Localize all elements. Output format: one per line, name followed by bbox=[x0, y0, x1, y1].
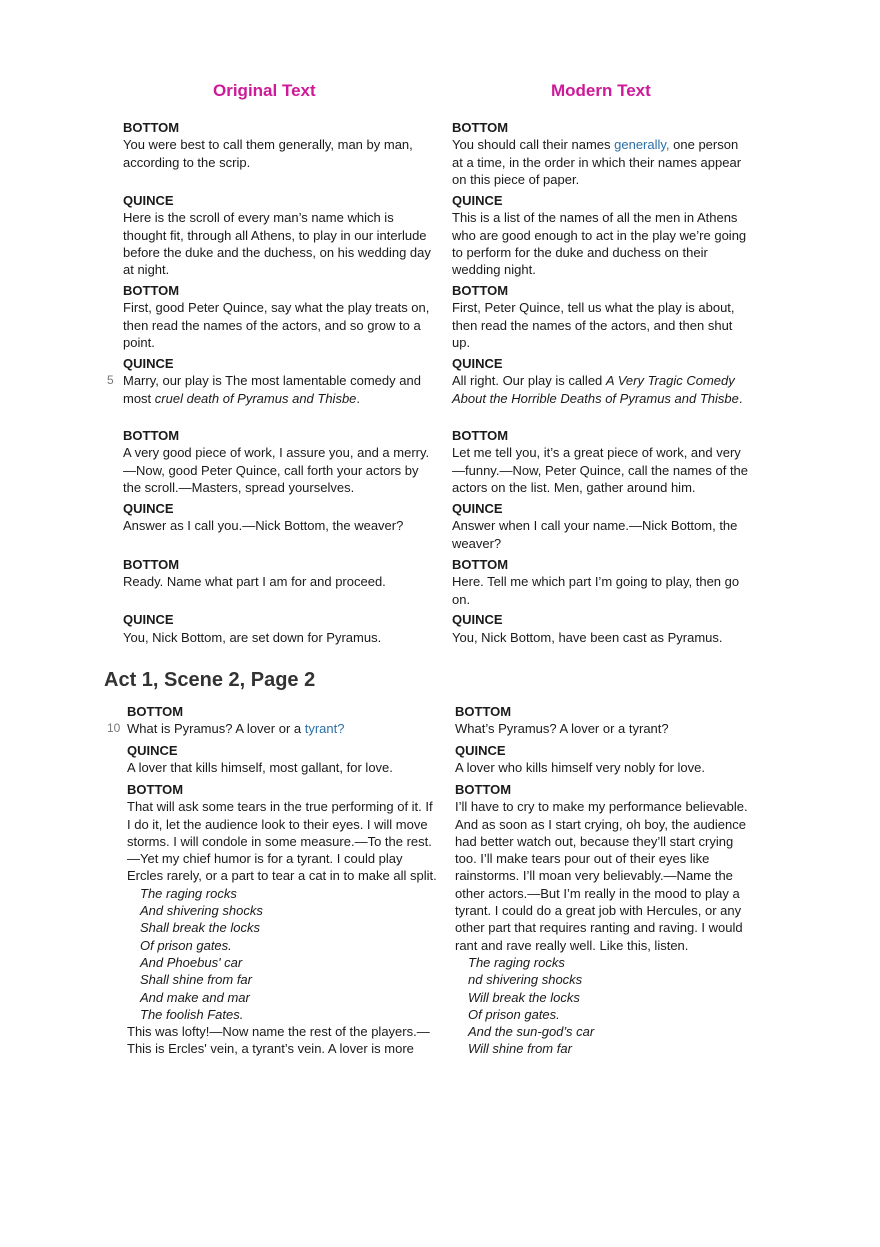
mod-speech bbox=[452, 611, 752, 647]
speaker: QUINCE bbox=[127, 743, 178, 758]
verse-line: And Phoebus' car bbox=[140, 954, 243, 970]
speech-text: A lover who kills himself very nobly for love. bbox=[455, 760, 705, 776]
speech-text: You, Nick Bottom, have been cast as Pyramus. bbox=[452, 630, 723, 646]
speaker: QUINCE bbox=[452, 193, 503, 208]
speaker: QUINCE bbox=[123, 356, 174, 371]
speech-text: You, Nick Bottom, are set down for Pyramus. bbox=[123, 630, 382, 646]
gloss-link[interactable]: generally, bbox=[614, 137, 670, 153]
mod-speech bbox=[452, 119, 752, 188]
verse-line: And the sun-god’s car bbox=[468, 1024, 595, 1040]
verse-line: Shall shine from far bbox=[140, 972, 252, 988]
speech-text: Let me tell you, it’s a great piece of work, and very—funny.—Now, Peter Quince, call the names of the actors on the list. Men, gather around him. bbox=[452, 445, 749, 495]
speech-text: Here is the scroll of every man’s name which is thought fit, through all Athens, to play in our interlude before the duke and the duchess, on his wedding day at night. bbox=[123, 210, 431, 278]
speaker: BOTTOM bbox=[123, 120, 180, 135]
verse-line: Will shine from far bbox=[468, 1041, 572, 1057]
mod-speech bbox=[455, 703, 755, 738]
orig-speech bbox=[123, 556, 438, 591]
speaker: QUINCE bbox=[455, 743, 506, 758]
orig-speech bbox=[123, 192, 438, 278]
speaker: QUINCE bbox=[452, 356, 503, 371]
mod-speech bbox=[455, 781, 755, 1058]
verse-line: Will break the locks bbox=[468, 989, 580, 1005]
speech-text bbox=[452, 372, 752, 407]
speech-text: Answer when I call your name.—Nick Bottom, the weaver? bbox=[452, 518, 738, 551]
orig-speech bbox=[127, 742, 439, 777]
speech-text: This is a list of the names of all the men in Athens who are good enough to act in the play we’re going to perform for the duke and duchess on their wedding night. bbox=[452, 210, 747, 278]
speaker: BOTTOM bbox=[452, 120, 509, 135]
speaker: BOTTOM bbox=[455, 782, 512, 797]
verse-line: And make and mar bbox=[140, 989, 250, 1005]
orig-speech bbox=[123, 500, 438, 535]
speaker: QUINCE bbox=[452, 501, 503, 516]
text-segment: one person at a time, in the order in which their names appear on this piece of paper. bbox=[452, 137, 742, 187]
speech-text: That will ask some tears in the true performing of it. If I do it, let the audience look to their eyes. I will move storms. I will condole in some measure.—To the rest.—Yet my chief humor is for a tyrant. I could play Ercles rarely, or a part to tear a cat in to make all split. bbox=[127, 799, 437, 884]
speaker: BOTTOM bbox=[123, 283, 180, 298]
mod-speech bbox=[452, 282, 752, 351]
verse-line: The raging rocks bbox=[140, 885, 237, 901]
orig-speech bbox=[107, 355, 438, 407]
text-segment: You should call their names bbox=[452, 137, 615, 153]
orig-speech bbox=[107, 703, 439, 738]
speaker: BOTTOM bbox=[455, 704, 512, 719]
mod-speech bbox=[455, 742, 755, 777]
text-segment: Marry, our play is The most lamentable comedy and most bbox=[123, 373, 421, 406]
speaker: BOTTOM bbox=[452, 283, 509, 298]
text-segment: . bbox=[738, 390, 743, 406]
speech-text: First, good Peter Quince, say what the play treats on, then read the names of the actors, and so grow to a point. bbox=[123, 300, 430, 350]
line-number: 10 bbox=[107, 721, 121, 735]
speaker: BOTTOM bbox=[452, 428, 509, 443]
mod-speech bbox=[452, 355, 752, 407]
text-segment: . bbox=[356, 390, 361, 406]
orig-speech bbox=[123, 611, 438, 647]
speech-text: I’ll have to cry to make my performance believable. And as soon as I start crying, oh boy, the audience had better watch out, because they’ll start crying too. I’ll make tears pour out of their eyes like rainstorms. I’ll moan very believably.—Name the other actors.—But I’m really in the mood to play a tyrant. I could do a great job with Hercules, or any other part that requires ranting and raving. I would rant and rave really well. Like this, listen. bbox=[455, 799, 748, 953]
header-modern: Modern Text bbox=[551, 81, 651, 100]
gloss-link[interactable]: tyrant? bbox=[304, 721, 345, 737]
speech-text: A very good piece of work, I assure you, and a merry.—Now, good Peter Quince, call forth your actors by the scroll.—Masters, spread yourselves. bbox=[123, 445, 430, 495]
speaker: QUINCE bbox=[123, 501, 174, 516]
orig-speech bbox=[123, 119, 438, 171]
play-title: cruel death of Pyramus and Thisbe bbox=[154, 390, 357, 406]
speaker: QUINCE bbox=[123, 612, 174, 627]
mod-speech bbox=[452, 427, 752, 496]
speaker: BOTTOM bbox=[123, 557, 180, 572]
speaker: BOTTOM bbox=[127, 782, 184, 797]
speech-text: What’s Pyramus? A lover or a tyrant? bbox=[455, 721, 669, 737]
mod-speech bbox=[452, 192, 752, 278]
section-title: Act 1, Scene 2, Page 2 bbox=[104, 669, 316, 691]
speech-text: Answer as I call you.—Nick Bottom, the weaver? bbox=[123, 518, 404, 534]
speech-text: First, Peter Quince, tell us what the play is about, then read the names of the actors, and then shut up. bbox=[452, 300, 735, 350]
speaker: BOTTOM bbox=[127, 704, 184, 719]
verse-line: Of prison gates. bbox=[468, 1006, 560, 1022]
orig-speech bbox=[127, 781, 439, 1058]
verse-line: The raging rocks bbox=[468, 954, 565, 970]
line-number: 5 bbox=[107, 373, 114, 387]
speech-text bbox=[127, 720, 439, 737]
text-segment: All right. Our play is called bbox=[452, 373, 606, 389]
orig-speech bbox=[123, 427, 438, 496]
speech-text: A lover that kills himself, most gallant, for love. bbox=[127, 760, 393, 776]
speech-text bbox=[452, 136, 752, 188]
speech-text: This was lofty!—Now name the rest of the players.—This is Ercles' vein, a tyrant’s vein. A lover is more bbox=[127, 1024, 430, 1057]
verse-line: Shall break the locks bbox=[140, 920, 260, 936]
speaker: QUINCE bbox=[452, 612, 503, 627]
mod-speech bbox=[452, 500, 752, 552]
verse-line: The foolish Fates. bbox=[140, 1006, 244, 1022]
verse-line: And shivering shocks bbox=[140, 903, 263, 919]
play-title: A Very Tragic Comedy About the Horrible Deaths of Pyramus and Thisbe bbox=[452, 373, 739, 406]
mod-speech bbox=[452, 556, 752, 608]
header-original: Original Text bbox=[213, 81, 316, 100]
speech-text: Ready. Name what part I am for and proceed. bbox=[123, 574, 386, 590]
speaker: QUINCE bbox=[123, 193, 174, 208]
verse-line: nd shivering shocks bbox=[468, 972, 583, 988]
speech-text: You were best to call them generally, man by man, according to the scrip. bbox=[123, 137, 413, 170]
text-segment: What is Pyramus? A lover or a bbox=[127, 721, 305, 737]
speaker: BOTTOM bbox=[452, 557, 509, 572]
speech-text bbox=[123, 372, 438, 407]
speech-text: Here. Tell me which part I’m going to play, then go on. bbox=[452, 574, 740, 607]
verse-line: Of prison gates. bbox=[140, 937, 232, 953]
speaker: BOTTOM bbox=[123, 428, 180, 443]
orig-speech bbox=[123, 282, 438, 351]
